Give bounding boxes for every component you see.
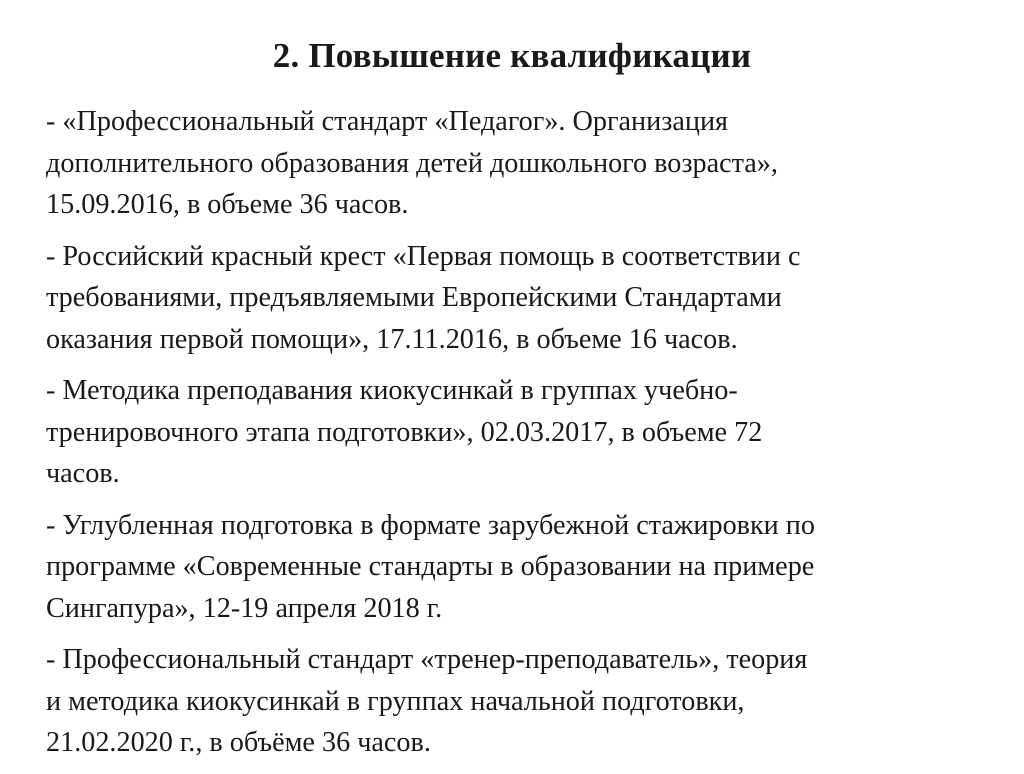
line-text: тренировочного этапа подготовки», 02.03.2017, в объеме 72 xyxy=(46,416,763,448)
line-text: Сингапура», 12-19 апреля 2018 г. xyxy=(46,592,443,624)
line-text: и методика киокусинкай в группах начальной подготовки, xyxy=(46,685,745,717)
line-text: дополнительного образования детей дошкольного возраста», xyxy=(46,147,778,179)
line-text: оказания первой помощи», 17.11.2016, в объеме 16 часов. xyxy=(46,323,738,355)
slide-title: 2. Повышение квалификации xyxy=(272,36,752,75)
qualification-list xyxy=(46,101,986,774)
line-text: - Российский красный крест «Первая помощь в соответствии с xyxy=(46,240,801,272)
line-text: - «Профессиональный стандарт «Педагог». Организация xyxy=(46,106,728,137)
line-text: программе «Современные стандарты в образовании на примере xyxy=(46,551,815,582)
list-item xyxy=(46,505,986,630)
line-text: - Методика преподавания киокусинкай в группах учебно- xyxy=(46,375,738,406)
line-text: 15.09.2016, в объеме 36 часов. xyxy=(46,189,409,220)
line-text: требованиями, предъявляемыми Европейскими Стандартами xyxy=(46,282,782,313)
list-item xyxy=(46,101,986,226)
line-text: часов. xyxy=(46,458,120,489)
list-item xyxy=(46,236,986,361)
list-item xyxy=(46,639,986,764)
list-item xyxy=(46,370,986,495)
line-text: - Профессиональный стандарт «тренер-преподаватель», теория xyxy=(46,644,808,675)
line-text: 21.02.2020 г., в объёме 36 часов. xyxy=(46,727,431,758)
line-text: - Углубленная подготовка в формате зарубежной стажировки по xyxy=(46,509,815,541)
